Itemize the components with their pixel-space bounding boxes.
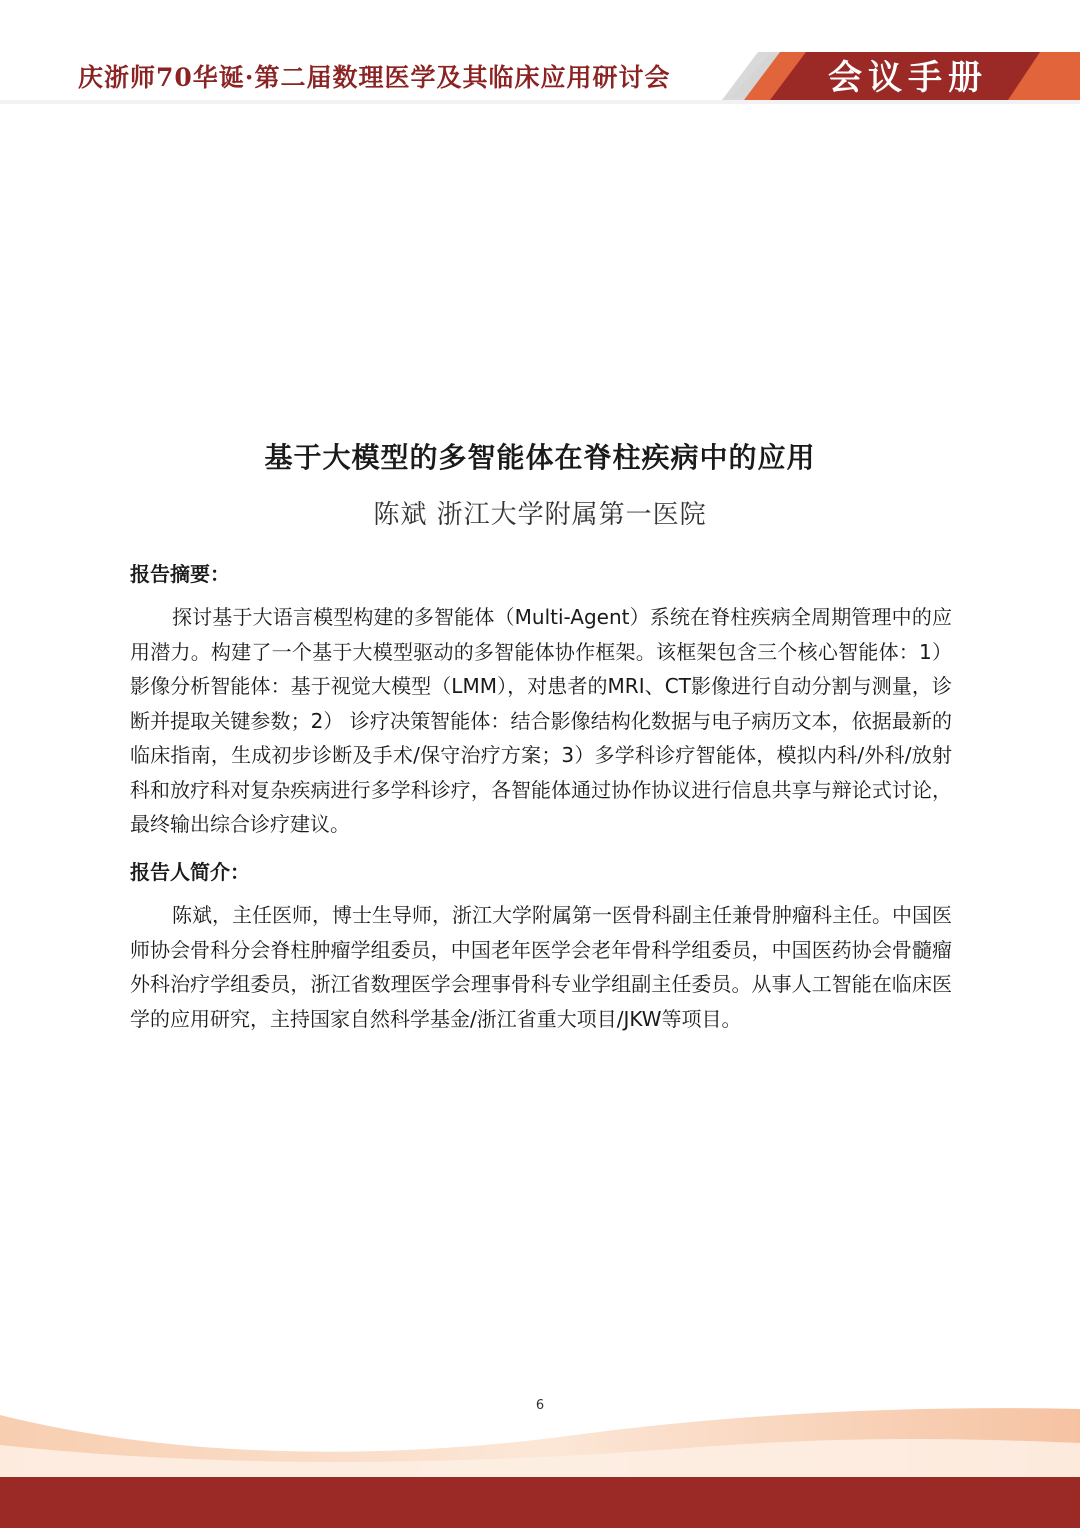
page-number: 6 xyxy=(535,1398,545,1413)
article-author: 陈斌 浙江大学附属第一医院 xyxy=(373,500,707,530)
conference-title: 庆浙师70华诞·第二届数理医学及其临床应用研讨会 xyxy=(78,63,671,92)
bio-heading: 报告人简介： xyxy=(130,860,250,884)
page-header xyxy=(0,0,1080,110)
abstract-heading: 报告摘要： xyxy=(130,562,230,586)
abstract-paragraph: 探讨基于大语言模型构建的多智能体（Multi-Agent）系统在脊柱疾病全周期管理中的应用潜力。构建了一个基于大模型驱动的多智能体协作框架。该框架包含三个核心智能体：1） 影像分析智能体：基于视觉大模型（LMM），对患者的MRI、CT影像进行自动分割与测量，诊断并提取关键参数；2） 诊疗决策智能体：结合影像结构化数据与电子病历文本，依据最新的临床指南，生成初步诊断及手术/保守治疗方案；3）多学科诊疗智能体，模拟内科/外科/放射科和放疗科对复杂疾病进行多学科诊疗，各智能体通过协作协议进行信息共享与辩论式讨论，最终输出综合诊疗建议。 xyxy=(130,605,952,836)
article-title: 基于大模型的多智能体在脊柱疾病中的应用 xyxy=(264,441,816,474)
handbook-badge: 会议手册 xyxy=(828,58,988,98)
footer-wave-graphic xyxy=(0,1395,1080,1528)
bio-paragraph: 陈斌，主任医师，博士生导师，浙江大学附属第一医骨科副主任兼骨肿瘤科主任。中国医师协会骨科分会脊柱肿瘤学组委员，中国老年医学会老年骨科学组委员，中国医药协会骨髓瘤外科治疗学组委员，浙江省数理医学会理事骨科专业学组副主任委员。从事人工智能在临床医学的应用研究，主持国家自然科学基金/浙江省重大项目/JKW等项目。 xyxy=(130,903,952,1031)
